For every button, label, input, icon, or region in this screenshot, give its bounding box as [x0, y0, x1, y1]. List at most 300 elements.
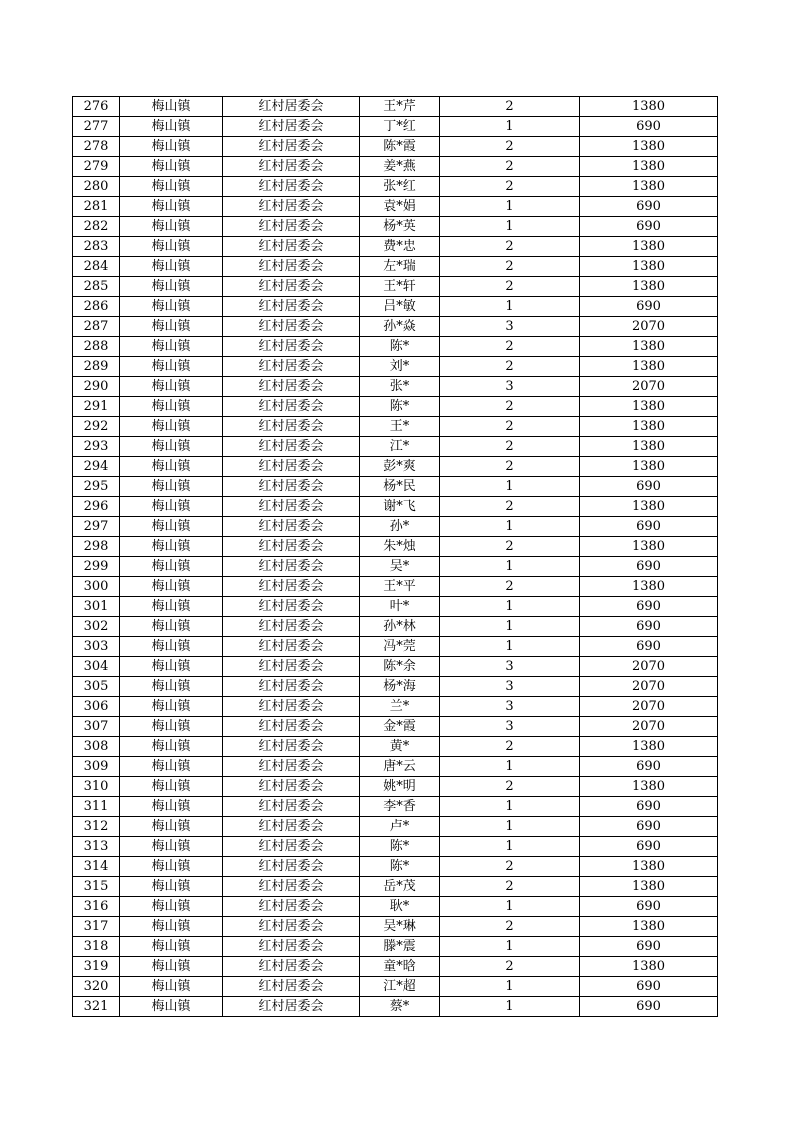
- row-number-cell: 287: [73, 317, 120, 337]
- table-row: [73, 597, 718, 617]
- table-row: [73, 877, 718, 897]
- table-row: [73, 257, 718, 277]
- name-cell: 吴*: [360, 557, 440, 577]
- amount-cell: 1380: [580, 957, 718, 977]
- row-number-cell: 312: [73, 817, 120, 837]
- table-row: [73, 317, 718, 337]
- household-count-cell: 2: [440, 357, 580, 377]
- committee-cell: 红村居委会: [223, 117, 360, 137]
- row-number-cell: 314: [73, 857, 120, 877]
- town-cell: 梅山镇: [120, 757, 223, 777]
- name-cell: 袁*娟: [360, 197, 440, 217]
- name-cell: 张*: [360, 377, 440, 397]
- committee-cell: 红村居委会: [223, 97, 360, 117]
- amount-cell: 2070: [580, 717, 718, 737]
- table-row: [73, 857, 718, 877]
- town-cell: 梅山镇: [120, 397, 223, 417]
- town-cell: 梅山镇: [120, 877, 223, 897]
- household-count-cell: 2: [440, 497, 580, 517]
- table-row: [73, 817, 718, 837]
- amount-cell: 690: [580, 517, 718, 537]
- household-count-cell: 2: [440, 957, 580, 977]
- committee-cell: 红村居委会: [223, 997, 360, 1017]
- table-row: [73, 797, 718, 817]
- name-cell: 费*忠: [360, 237, 440, 257]
- household-count-cell: 1: [440, 557, 580, 577]
- table-row: [73, 277, 718, 297]
- row-number-cell: 320: [73, 977, 120, 997]
- name-cell: 王*: [360, 417, 440, 437]
- name-cell: 杨*海: [360, 677, 440, 697]
- name-cell: 姜*燕: [360, 157, 440, 177]
- row-number-cell: 284: [73, 257, 120, 277]
- household-count-cell: 1: [440, 517, 580, 537]
- row-number-cell: 317: [73, 917, 120, 937]
- household-count-cell: 2: [440, 277, 580, 297]
- town-cell: 梅山镇: [120, 937, 223, 957]
- town-cell: 梅山镇: [120, 377, 223, 397]
- table-row: [73, 377, 718, 397]
- row-number-cell: 292: [73, 417, 120, 437]
- row-number-cell: 303: [73, 637, 120, 657]
- town-cell: 梅山镇: [120, 417, 223, 437]
- row-number-cell: 307: [73, 717, 120, 737]
- town-cell: 梅山镇: [120, 837, 223, 857]
- name-cell: 杨*民: [360, 477, 440, 497]
- household-count-cell: 1: [440, 297, 580, 317]
- name-cell: 吕*敏: [360, 297, 440, 317]
- beneficiary-table: [72, 96, 718, 1017]
- household-count-cell: 2: [440, 137, 580, 157]
- committee-cell: 红村居委会: [223, 477, 360, 497]
- town-cell: 梅山镇: [120, 817, 223, 837]
- row-number-cell: 316: [73, 897, 120, 917]
- amount-cell: 1380: [580, 357, 718, 377]
- town-cell: 梅山镇: [120, 777, 223, 797]
- row-number-cell: 298: [73, 537, 120, 557]
- amount-cell: 1380: [580, 337, 718, 357]
- household-count-cell: 3: [440, 317, 580, 337]
- town-cell: 梅山镇: [120, 697, 223, 717]
- table-row: [73, 677, 718, 697]
- row-number-cell: 296: [73, 497, 120, 517]
- name-cell: 卢*: [360, 817, 440, 837]
- table-row: [73, 577, 718, 597]
- table-row: [73, 497, 718, 517]
- row-number-cell: 277: [73, 117, 120, 137]
- household-count-cell: 2: [440, 857, 580, 877]
- town-cell: 梅山镇: [120, 357, 223, 377]
- household-count-cell: 1: [440, 597, 580, 617]
- town-cell: 梅山镇: [120, 797, 223, 817]
- household-count-cell: 1: [440, 997, 580, 1017]
- town-cell: 梅山镇: [120, 237, 223, 257]
- committee-cell: 红村居委会: [223, 217, 360, 237]
- town-cell: 梅山镇: [120, 497, 223, 517]
- town-cell: 梅山镇: [120, 177, 223, 197]
- row-number-cell: 309: [73, 757, 120, 777]
- town-cell: 梅山镇: [120, 517, 223, 537]
- table-row: [73, 157, 718, 177]
- name-cell: 蔡*: [360, 997, 440, 1017]
- name-cell: 谢*飞: [360, 497, 440, 517]
- name-cell: 左*瑞: [360, 257, 440, 277]
- town-cell: 梅山镇: [120, 277, 223, 297]
- row-number-cell: 321: [73, 997, 120, 1017]
- committee-cell: 红村居委会: [223, 897, 360, 917]
- household-count-cell: 3: [440, 717, 580, 737]
- row-number-cell: 315: [73, 877, 120, 897]
- name-cell: 杨*英: [360, 217, 440, 237]
- household-count-cell: 3: [440, 677, 580, 697]
- amount-cell: 690: [580, 817, 718, 837]
- name-cell: 金*霞: [360, 717, 440, 737]
- town-cell: 梅山镇: [120, 577, 223, 597]
- table-row: [73, 897, 718, 917]
- town-cell: 梅山镇: [120, 337, 223, 357]
- committee-cell: 红村居委会: [223, 257, 360, 277]
- amount-cell: 690: [580, 117, 718, 137]
- amount-cell: 690: [580, 197, 718, 217]
- committee-cell: 红村居委会: [223, 317, 360, 337]
- row-number-cell: 305: [73, 677, 120, 697]
- amount-cell: 1380: [580, 577, 718, 597]
- amount-cell: 1380: [580, 277, 718, 297]
- row-number-cell: 289: [73, 357, 120, 377]
- row-number-cell: 281: [73, 197, 120, 217]
- table-row: [73, 437, 718, 457]
- table-row: [73, 517, 718, 537]
- amount-cell: 2070: [580, 677, 718, 697]
- town-cell: 梅山镇: [120, 677, 223, 697]
- household-count-cell: 2: [440, 737, 580, 757]
- town-cell: 梅山镇: [120, 257, 223, 277]
- amount-cell: 690: [580, 757, 718, 777]
- table-row: [73, 397, 718, 417]
- town-cell: 梅山镇: [120, 297, 223, 317]
- name-cell: 王*芹: [360, 97, 440, 117]
- amount-cell: 1380: [580, 857, 718, 877]
- name-cell: 陈*: [360, 857, 440, 877]
- household-count-cell: 2: [440, 537, 580, 557]
- household-count-cell: 1: [440, 977, 580, 997]
- household-count-cell: 1: [440, 837, 580, 857]
- amount-cell: 1380: [580, 157, 718, 177]
- name-cell: 江*: [360, 437, 440, 457]
- table-row: [73, 557, 718, 577]
- name-cell: 吴*琳: [360, 917, 440, 937]
- committee-cell: 红村居委会: [223, 397, 360, 417]
- row-number-cell: 282: [73, 217, 120, 237]
- amount-cell: 690: [580, 937, 718, 957]
- committee-cell: 红村居委会: [223, 157, 360, 177]
- town-cell: 梅山镇: [120, 657, 223, 677]
- committee-cell: 红村居委会: [223, 957, 360, 977]
- amount-cell: 1380: [580, 497, 718, 517]
- committee-cell: 红村居委会: [223, 757, 360, 777]
- table-row: [73, 777, 718, 797]
- amount-cell: 2070: [580, 317, 718, 337]
- row-number-cell: 291: [73, 397, 120, 417]
- amount-cell: 1380: [580, 397, 718, 417]
- table-row: [73, 417, 718, 437]
- table-row: [73, 97, 718, 117]
- name-cell: 李*香: [360, 797, 440, 817]
- amount-cell: 690: [580, 597, 718, 617]
- town-cell: 梅山镇: [120, 897, 223, 917]
- committee-cell: 红村居委会: [223, 737, 360, 757]
- amount-cell: 1380: [580, 257, 718, 277]
- committee-cell: 红村居委会: [223, 717, 360, 737]
- name-cell: 兰*: [360, 697, 440, 717]
- amount-cell: 690: [580, 617, 718, 637]
- committee-cell: 红村居委会: [223, 837, 360, 857]
- town-cell: 梅山镇: [120, 617, 223, 637]
- name-cell: 孙*林: [360, 617, 440, 637]
- amount-cell: 690: [580, 217, 718, 237]
- table-body: [73, 97, 718, 1017]
- committee-cell: 红村居委会: [223, 537, 360, 557]
- amount-cell: 690: [580, 637, 718, 657]
- name-cell: 江*超: [360, 977, 440, 997]
- table-row: [73, 737, 718, 757]
- committee-cell: 红村居委会: [223, 357, 360, 377]
- table-row: [73, 757, 718, 777]
- name-cell: 耿*: [360, 897, 440, 917]
- household-count-cell: 2: [440, 257, 580, 277]
- row-number-cell: 293: [73, 437, 120, 457]
- row-number-cell: 295: [73, 477, 120, 497]
- name-cell: 唐*云: [360, 757, 440, 777]
- name-cell: 陈*: [360, 337, 440, 357]
- table-row: [73, 977, 718, 997]
- household-count-cell: 2: [440, 917, 580, 937]
- amount-cell: 1380: [580, 877, 718, 897]
- row-number-cell: 299: [73, 557, 120, 577]
- amount-cell: 1380: [580, 917, 718, 937]
- household-count-cell: 2: [440, 457, 580, 477]
- committee-cell: 红村居委会: [223, 177, 360, 197]
- committee-cell: 红村居委会: [223, 517, 360, 537]
- name-cell: 丁*红: [360, 117, 440, 137]
- table-row: [73, 957, 718, 977]
- household-count-cell: 1: [440, 637, 580, 657]
- committee-cell: 红村居委会: [223, 437, 360, 457]
- town-cell: 梅山镇: [120, 137, 223, 157]
- committee-cell: 红村居委会: [223, 577, 360, 597]
- committee-cell: 红村居委会: [223, 817, 360, 837]
- name-cell: 冯*莞: [360, 637, 440, 657]
- committee-cell: 红村居委会: [223, 237, 360, 257]
- household-count-cell: 2: [440, 877, 580, 897]
- name-cell: 滕*震: [360, 937, 440, 957]
- household-count-cell: 2: [440, 417, 580, 437]
- committee-cell: 红村居委会: [223, 797, 360, 817]
- committee-cell: 红村居委会: [223, 917, 360, 937]
- name-cell: 张*红: [360, 177, 440, 197]
- amount-cell: 1380: [580, 437, 718, 457]
- row-number-cell: 301: [73, 597, 120, 617]
- table-row: [73, 457, 718, 477]
- table-row: [73, 717, 718, 737]
- name-cell: 刘*: [360, 357, 440, 377]
- household-count-cell: 3: [440, 657, 580, 677]
- town-cell: 梅山镇: [120, 437, 223, 457]
- town-cell: 梅山镇: [120, 317, 223, 337]
- row-number-cell: 304: [73, 657, 120, 677]
- town-cell: 梅山镇: [120, 637, 223, 657]
- committee-cell: 红村居委会: [223, 857, 360, 877]
- row-number-cell: 313: [73, 837, 120, 857]
- amount-cell: 1380: [580, 417, 718, 437]
- name-cell: 王*平: [360, 577, 440, 597]
- amount-cell: 1380: [580, 537, 718, 557]
- table-row: [73, 237, 718, 257]
- town-cell: 梅山镇: [120, 117, 223, 137]
- table-row: [73, 997, 718, 1017]
- amount-cell: 2070: [580, 697, 718, 717]
- row-number-cell: 285: [73, 277, 120, 297]
- table-row: [73, 657, 718, 677]
- amount-cell: 2070: [580, 657, 718, 677]
- name-cell: 岳*茂: [360, 877, 440, 897]
- row-number-cell: 288: [73, 337, 120, 357]
- row-number-cell: 290: [73, 377, 120, 397]
- table-row: [73, 117, 718, 137]
- town-cell: 梅山镇: [120, 557, 223, 577]
- household-count-cell: 1: [440, 897, 580, 917]
- table-row: [73, 197, 718, 217]
- committee-cell: 红村居委会: [223, 497, 360, 517]
- town-cell: 梅山镇: [120, 857, 223, 877]
- town-cell: 梅山镇: [120, 957, 223, 977]
- town-cell: 梅山镇: [120, 97, 223, 117]
- row-number-cell: 294: [73, 457, 120, 477]
- table-row: [73, 337, 718, 357]
- row-number-cell: 311: [73, 797, 120, 817]
- amount-cell: 690: [580, 557, 718, 577]
- household-count-cell: 2: [440, 157, 580, 177]
- town-cell: 梅山镇: [120, 597, 223, 617]
- household-count-cell: 1: [440, 757, 580, 777]
- committee-cell: 红村居委会: [223, 597, 360, 617]
- household-count-cell: 2: [440, 97, 580, 117]
- table-row: [73, 537, 718, 557]
- amount-cell: 1380: [580, 737, 718, 757]
- amount-cell: 690: [580, 977, 718, 997]
- committee-cell: 红村居委会: [223, 297, 360, 317]
- amount-cell: 1380: [580, 97, 718, 117]
- household-count-cell: 2: [440, 177, 580, 197]
- row-number-cell: 308: [73, 737, 120, 757]
- row-number-cell: 278: [73, 137, 120, 157]
- household-count-cell: 3: [440, 377, 580, 397]
- table-row: [73, 837, 718, 857]
- committee-cell: 红村居委会: [223, 137, 360, 157]
- amount-cell: 690: [580, 297, 718, 317]
- household-count-cell: 1: [440, 937, 580, 957]
- name-cell: 陈*: [360, 837, 440, 857]
- amount-cell: 690: [580, 997, 718, 1017]
- town-cell: 梅山镇: [120, 977, 223, 997]
- town-cell: 梅山镇: [120, 737, 223, 757]
- name-cell: 叶*: [360, 597, 440, 617]
- row-number-cell: 276: [73, 97, 120, 117]
- row-number-cell: 280: [73, 177, 120, 197]
- table-row: [73, 297, 718, 317]
- table-row: [73, 357, 718, 377]
- committee-cell: 红村居委会: [223, 637, 360, 657]
- committee-cell: 红村居委会: [223, 557, 360, 577]
- table-row: [73, 177, 718, 197]
- committee-cell: 红村居委会: [223, 417, 360, 437]
- town-cell: 梅山镇: [120, 537, 223, 557]
- table-row: [73, 937, 718, 957]
- table-row: [73, 917, 718, 937]
- committee-cell: 红村居委会: [223, 377, 360, 397]
- table-row: [73, 637, 718, 657]
- town-cell: 梅山镇: [120, 157, 223, 177]
- household-count-cell: 3: [440, 697, 580, 717]
- row-number-cell: 310: [73, 777, 120, 797]
- household-count-cell: 1: [440, 797, 580, 817]
- household-count-cell: 1: [440, 117, 580, 137]
- table-row: [73, 617, 718, 637]
- household-count-cell: 2: [440, 397, 580, 417]
- row-number-cell: 306: [73, 697, 120, 717]
- row-number-cell: 300: [73, 577, 120, 597]
- amount-cell: 1380: [580, 457, 718, 477]
- household-count-cell: 2: [440, 437, 580, 457]
- household-count-cell: 1: [440, 477, 580, 497]
- committee-cell: 红村居委会: [223, 937, 360, 957]
- table-row: [73, 217, 718, 237]
- table-row: [73, 697, 718, 717]
- name-cell: 童*晗: [360, 957, 440, 977]
- name-cell: 彭*爽: [360, 457, 440, 477]
- committee-cell: 红村居委会: [223, 617, 360, 637]
- name-cell: 姚*明: [360, 777, 440, 797]
- household-count-cell: 1: [440, 617, 580, 637]
- name-cell: 陈*霞: [360, 137, 440, 157]
- name-cell: 黄*: [360, 737, 440, 757]
- amount-cell: 1380: [580, 237, 718, 257]
- household-count-cell: 2: [440, 237, 580, 257]
- row-number-cell: 297: [73, 517, 120, 537]
- committee-cell: 红村居委会: [223, 657, 360, 677]
- town-cell: 梅山镇: [120, 477, 223, 497]
- name-cell: 陈*: [360, 397, 440, 417]
- row-number-cell: 319: [73, 957, 120, 977]
- row-number-cell: 302: [73, 617, 120, 637]
- committee-cell: 红村居委会: [223, 977, 360, 997]
- committee-cell: 红村居委会: [223, 337, 360, 357]
- town-cell: 梅山镇: [120, 717, 223, 737]
- name-cell: 朱*烛: [360, 537, 440, 557]
- row-number-cell: 318: [73, 937, 120, 957]
- household-count-cell: 1: [440, 217, 580, 237]
- town-cell: 梅山镇: [120, 997, 223, 1017]
- table-row: [73, 477, 718, 497]
- row-number-cell: 279: [73, 157, 120, 177]
- name-cell: 孙*焱: [360, 317, 440, 337]
- amount-cell: 2070: [580, 377, 718, 397]
- committee-cell: 红村居委会: [223, 677, 360, 697]
- town-cell: 梅山镇: [120, 217, 223, 237]
- amount-cell: 690: [580, 797, 718, 817]
- name-cell: 孙*: [360, 517, 440, 537]
- household-count-cell: 2: [440, 577, 580, 597]
